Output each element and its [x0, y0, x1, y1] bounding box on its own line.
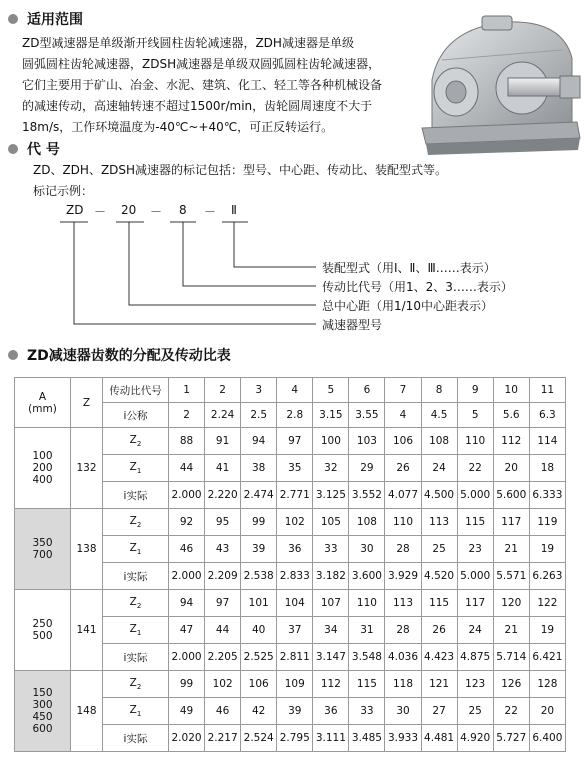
value-cell: 19	[529, 617, 565, 644]
center-distance-cell	[15, 428, 71, 509]
value-cell: 92	[169, 509, 205, 536]
value-cell: 126	[493, 671, 529, 698]
header-z: Z	[71, 378, 103, 428]
value-cell: 104	[277, 590, 313, 617]
value-cell: 41	[205, 455, 241, 482]
center-distance-value: 200	[32, 462, 53, 474]
value-cell: 102	[205, 671, 241, 698]
value-cell: 36	[277, 536, 313, 563]
value-cell: 97	[277, 428, 313, 455]
value-cell: 4.036	[385, 644, 421, 671]
value-cell: 117	[457, 590, 493, 617]
value-cell: 112	[313, 671, 349, 698]
value-cell: 39	[241, 536, 277, 563]
row-label	[103, 455, 169, 482]
code-description	[33, 160, 447, 202]
value-cell: 95	[205, 509, 241, 536]
value-cell: 4.500	[421, 482, 457, 509]
value-cell: 20	[493, 455, 529, 482]
value-cell: 2.524	[241, 725, 277, 752]
row-label-text: Z	[129, 541, 137, 554]
paragraph-line: 圆弧圆柱齿轮减速器，ZDSH减速器是单级双圆弧圆柱齿轮减速器，	[22, 57, 381, 71]
row-label-subscript: 2	[136, 602, 142, 611]
value-cell: 113	[385, 590, 421, 617]
value-cell: 39	[277, 698, 313, 725]
value-cell: 2.000	[169, 563, 205, 590]
value-cell: 24	[457, 617, 493, 644]
header-nominal-cell: 2.5	[241, 403, 277, 428]
value-cell: 113	[421, 509, 457, 536]
value-cell: 99	[169, 671, 205, 698]
value-cell: 2.811	[277, 644, 313, 671]
section-heading-scope	[8, 9, 83, 29]
value-cell: 5.000	[457, 482, 493, 509]
value-cell: 102	[277, 509, 313, 536]
value-cell: 2.020	[169, 725, 205, 752]
value-cell: 2.205	[205, 644, 241, 671]
value-cell: 106	[385, 428, 421, 455]
value-cell: 37	[277, 617, 313, 644]
value-cell: 26	[385, 455, 421, 482]
section-heading-table	[8, 345, 231, 365]
code-dash: －	[150, 205, 163, 219]
value-cell: 18	[529, 455, 565, 482]
value-cell: 6.263	[529, 563, 565, 590]
value-cell: 21	[493, 536, 529, 563]
paragraph-line: 18m/s，工作环境温度为-40℃~+40℃，可正反转运行。	[22, 120, 334, 134]
header-a-label: A	[38, 390, 47, 403]
row-label: i实际	[103, 482, 169, 509]
row-label	[103, 590, 169, 617]
header-nominal-cell: 5.6	[493, 403, 529, 428]
value-cell: 40	[241, 617, 277, 644]
paragraph-line: ZD、ZDH、ZDSH减速器的标记包括：型号、中心距、传动比、装配型式等。	[33, 163, 448, 177]
value-cell: 44	[169, 455, 205, 482]
header-nominal-cell: 2.8	[277, 403, 313, 428]
value-cell: 2.220	[205, 482, 241, 509]
value-cell: 4.481	[421, 725, 457, 752]
row-label-text: Z	[129, 433, 137, 446]
value-cell: 24	[421, 455, 457, 482]
value-cell: 115	[457, 509, 493, 536]
value-cell: 2.771	[277, 482, 313, 509]
header-nominal-label: i公称	[103, 403, 169, 428]
table-row	[15, 509, 566, 536]
value-cell: 2.525	[241, 644, 277, 671]
paragraph-line: ZD型减速器是单级渐开线圆柱齿轮减速器，ZDH减速器是单级	[22, 36, 354, 50]
value-cell: 110	[457, 428, 493, 455]
row-label-subscript: 1	[136, 710, 142, 719]
value-cell: 25	[457, 698, 493, 725]
row-label	[103, 509, 169, 536]
value-cell: 6.400	[529, 725, 565, 752]
value-cell: 4.920	[457, 725, 493, 752]
value-cell: 115	[421, 590, 457, 617]
value-cell: 120	[493, 590, 529, 617]
value-cell: 2.474	[241, 482, 277, 509]
header-code-cell: 10	[493, 378, 529, 403]
value-cell: 107	[313, 590, 349, 617]
value-cell: 19	[529, 536, 565, 563]
value-cell: 6.333	[529, 482, 565, 509]
section-title: 代 号	[27, 142, 60, 158]
header-a-unit: (mm)	[28, 402, 57, 415]
row-label-subscript: 2	[136, 440, 142, 449]
value-cell: 128	[529, 671, 565, 698]
row-label-subscript: 1	[136, 629, 142, 638]
value-cell: 3.600	[349, 563, 385, 590]
center-distance-cell	[15, 509, 71, 590]
value-cell: 26	[421, 617, 457, 644]
value-cell: 3.552	[349, 482, 385, 509]
center-distance-value: 700	[32, 549, 53, 561]
value-cell: 27	[421, 698, 457, 725]
value-cell: 31	[349, 617, 385, 644]
value-cell: 4.423	[421, 644, 457, 671]
value-cell: 30	[349, 536, 385, 563]
label-model: 减速器型号	[322, 318, 383, 332]
row-label: i实际	[103, 644, 169, 671]
value-cell: 94	[169, 590, 205, 617]
center-distance-value: 500	[32, 630, 53, 642]
value-cell: 35	[277, 455, 313, 482]
value-cell: 101	[241, 590, 277, 617]
section-title: ZD减速器齿数的分配及传动比表	[27, 348, 231, 364]
value-cell: 110	[349, 590, 385, 617]
header-nominal-cell: 3.55	[349, 403, 385, 428]
value-cell: 105	[313, 509, 349, 536]
z-total-cell: 138	[71, 509, 103, 590]
value-cell: 3.182	[313, 563, 349, 590]
center-distance-cell	[15, 590, 71, 671]
paragraph-line: 的减速传动，高速轴转速不超过1500r/min，齿轮圆周速度不大于	[22, 99, 373, 113]
header-code-cell: 9	[457, 378, 493, 403]
value-cell: 43	[205, 536, 241, 563]
value-cell: 2.217	[205, 725, 241, 752]
row-label-subscript: 1	[136, 548, 142, 557]
bullet-icon	[8, 350, 18, 360]
header-code-cell: 11	[529, 378, 565, 403]
z-total-cell: 132	[71, 428, 103, 509]
row-label-text: Z	[129, 703, 137, 716]
value-cell: 46	[169, 536, 205, 563]
row-label-text: Z	[129, 595, 137, 608]
value-cell: 29	[349, 455, 385, 482]
value-cell: 3.147	[313, 644, 349, 671]
paragraph-line: 它们主要用于矿山、冶金、水泥、建筑、化工、轻工等各种机械设备	[22, 78, 383, 92]
value-cell: 3.548	[349, 644, 385, 671]
center-distance-value: 400	[32, 474, 53, 486]
value-cell: 3.111	[313, 725, 349, 752]
header-nominal-cell: 2.24	[205, 403, 241, 428]
value-cell: 99	[241, 509, 277, 536]
value-cell: 47	[169, 617, 205, 644]
header-code-cell: 4	[277, 378, 313, 403]
center-distance-cell	[15, 671, 71, 752]
value-cell: 122	[529, 590, 565, 617]
row-label	[103, 617, 169, 644]
value-cell: 42	[241, 698, 277, 725]
header-nominal-cell: 3.15	[313, 403, 349, 428]
value-cell: 28	[385, 617, 421, 644]
row-label	[103, 698, 169, 725]
value-cell: 4.875	[457, 644, 493, 671]
value-cell: 32	[313, 455, 349, 482]
value-cell: 2.209	[205, 563, 241, 590]
center-distance-value: 450	[32, 711, 53, 723]
value-cell: 2.538	[241, 563, 277, 590]
code-ratio: 8	[179, 203, 187, 217]
value-cell: 5.000	[457, 563, 493, 590]
value-cell: 109	[277, 671, 313, 698]
value-cell: 2.000	[169, 644, 205, 671]
row-label-subscript: 1	[136, 467, 142, 476]
value-cell: 121	[421, 671, 457, 698]
header-code-label: 传动比代号	[103, 378, 169, 403]
gear-ratio-table	[14, 377, 566, 752]
value-cell: 49	[169, 698, 205, 725]
row-label: i实际	[103, 563, 169, 590]
value-cell: 6.421	[529, 644, 565, 671]
row-label	[103, 428, 169, 455]
header-code-cell: 7	[385, 378, 421, 403]
header-code-cell: 1	[169, 378, 205, 403]
value-cell: 3.929	[385, 563, 421, 590]
code-dash: －	[204, 205, 217, 219]
value-cell: 4.520	[421, 563, 457, 590]
header-nominal-cell: 5	[457, 403, 493, 428]
center-distance-value: 100	[32, 450, 53, 462]
table-row	[15, 590, 566, 617]
value-cell: 97	[205, 590, 241, 617]
value-cell: 5.571	[493, 563, 529, 590]
scope-paragraph	[22, 33, 382, 138]
header-nominal-cell: 4.5	[421, 403, 457, 428]
header-code-cell: 5	[313, 378, 349, 403]
value-cell: 28	[385, 536, 421, 563]
row-label: i实际	[103, 725, 169, 752]
row-label	[103, 536, 169, 563]
value-cell: 100	[313, 428, 349, 455]
value-cell: 44	[205, 617, 241, 644]
value-cell: 4.077	[385, 482, 421, 509]
value-cell: 20	[529, 698, 565, 725]
value-cell: 23	[457, 536, 493, 563]
value-cell: 22	[493, 698, 529, 725]
table-header-row	[15, 378, 566, 403]
value-cell: 112	[493, 428, 529, 455]
code-dash: －	[94, 205, 107, 219]
label-ratio-code: 传动比代号（用1、2、3……表示）	[322, 280, 513, 294]
value-cell: 3.933	[385, 725, 421, 752]
code-model: ZD	[66, 203, 84, 217]
value-cell: 34	[313, 617, 349, 644]
value-cell: 21	[493, 617, 529, 644]
bullet-icon	[8, 144, 18, 154]
value-cell: 114	[529, 428, 565, 455]
row-label-subscript: 2	[136, 683, 142, 692]
value-cell: 2.000	[169, 482, 205, 509]
reducer-product-image	[412, 10, 582, 160]
label-center-distance: 总中心距（用1/10中心距表示）	[322, 299, 493, 313]
paragraph-line: 标记示例：	[33, 184, 94, 198]
row-label-text: Z	[129, 514, 137, 527]
value-cell: 2.833	[277, 563, 313, 590]
value-cell: 3.485	[349, 725, 385, 752]
value-cell: 119	[529, 509, 565, 536]
value-cell: 117	[493, 509, 529, 536]
header-code-cell: 3	[241, 378, 277, 403]
value-cell: 5.727	[493, 725, 529, 752]
value-cell: 33	[349, 698, 385, 725]
value-cell: 5.714	[493, 644, 529, 671]
header-code-cell: 6	[349, 378, 385, 403]
header-a	[15, 378, 71, 428]
value-cell: 36	[313, 698, 349, 725]
value-cell: 108	[349, 509, 385, 536]
value-cell: 46	[205, 698, 241, 725]
row-label-text: Z	[129, 676, 137, 689]
header-nominal-cell: 4	[385, 403, 421, 428]
value-cell: 38	[241, 455, 277, 482]
table-body	[15, 378, 566, 752]
value-cell: 108	[421, 428, 457, 455]
table-row	[15, 671, 566, 698]
value-cell: 91	[205, 428, 241, 455]
value-cell: 30	[385, 698, 421, 725]
value-cell: 2.795	[277, 725, 313, 752]
section-heading-code	[8, 139, 60, 159]
value-cell: 88	[169, 428, 205, 455]
value-cell: 33	[313, 536, 349, 563]
code-center-distance: 20	[121, 203, 137, 217]
header-nominal-cell: 2	[169, 403, 205, 428]
bullet-icon	[8, 14, 18, 24]
center-distance-value: 250	[32, 618, 53, 630]
value-cell: 110	[385, 509, 421, 536]
row-label-text: Z	[129, 622, 137, 635]
value-cell: 25	[421, 536, 457, 563]
row-label-text: Z	[129, 460, 137, 473]
row-label	[103, 671, 169, 698]
value-cell: 118	[385, 671, 421, 698]
header-code-cell: 8	[421, 378, 457, 403]
center-distance-value: 150	[32, 687, 53, 699]
center-distance-value: 350	[32, 537, 53, 549]
table-row	[15, 428, 566, 455]
value-cell: 22	[457, 455, 493, 482]
header-code-cell: 2	[205, 378, 241, 403]
value-cell: 5.600	[493, 482, 529, 509]
value-cell: 103	[349, 428, 385, 455]
header-nominal-cell: 6.3	[529, 403, 565, 428]
value-cell: 3.125	[313, 482, 349, 509]
code-assembly: Ⅱ	[231, 203, 237, 217]
value-cell: 106	[241, 671, 277, 698]
center-distance-value: 300	[32, 699, 53, 711]
z-total-cell: 148	[71, 671, 103, 752]
value-cell: 123	[457, 671, 493, 698]
value-cell: 115	[349, 671, 385, 698]
z-total-cell: 141	[71, 590, 103, 671]
section-title: 适用范围	[27, 12, 83, 28]
label-assembly-type: 装配型式（用Ⅰ、Ⅱ、Ⅲ……表示）	[322, 261, 496, 275]
row-label-subscript: 2	[136, 521, 142, 530]
center-distance-value: 600	[32, 723, 53, 735]
value-cell: 94	[241, 428, 277, 455]
